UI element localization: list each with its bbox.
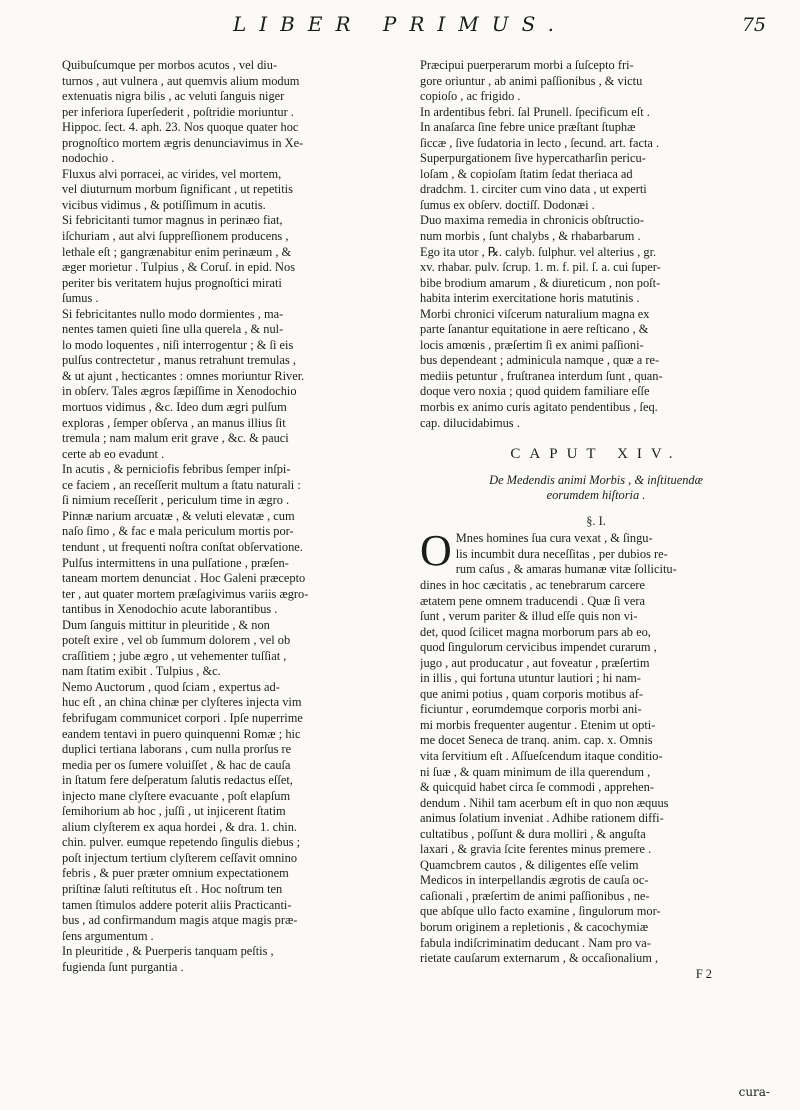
text-line: Pulſus intermittens in una pulſatione , præſen-: [62, 555, 289, 570]
text-line: chin. pulver. eumque repetendo ſingulis diebus ;: [62, 835, 301, 850]
text-line: gore oriuntur , ab animi paſſionibus , & victu: [420, 73, 643, 88]
text-line: que abſque ullo facto examine , ſingulorum mor-: [420, 904, 661, 919]
text-line: Medicos in interpellandis ægrotis de cauſa oc-: [420, 873, 649, 888]
text-line: naſo ſimo , & fac e mala periculum mortis por-: [62, 524, 294, 539]
text-line: habita interim exercitatione horis matutinis .: [420, 291, 640, 306]
text-line: In acutis , & perniciofis febribus ſemper inſpi-: [62, 462, 291, 477]
text-line: æger morietur . Tulpius , & Coruſ. in epid. Nos: [62, 260, 296, 275]
text-line: cap. dilucidabimus .: [420, 415, 520, 430]
chapter-subtitle-line: eorumdem hiſtoria .: [546, 488, 646, 503]
chapter-subtitle: [420, 473, 772, 504]
text-line: & quicquid habet circa ſe commodi , apprehen-: [420, 780, 654, 795]
text-line: lo modo loquentes , niſi interrogentur ; & ſi eis: [62, 337, 294, 352]
drop-cap: O: [420, 526, 452, 576]
text-line: Hippoc. ſect. 4. aph. 23. Nos quoque quater hoc: [62, 120, 299, 135]
text-line: Si febricitantes nullo modo dormientes , ma-: [62, 306, 284, 321]
text-line: nam ſtatim exibit . Tulpius , &c.: [62, 664, 221, 679]
text-line: priſtinæ ſaluti reſtitutus eſt . Hoc noſtrum ten: [62, 881, 283, 896]
text-line: ſens argumentum .: [62, 928, 154, 943]
text-line: bibe brodium amarum , & diureticum , non poſt-: [420, 275, 661, 290]
text-line: duplici tertiana laborans , cum nulla prorſus re: [62, 742, 292, 757]
text-line: ni ſuæ , & quam minimum de illa querendum ,: [420, 764, 651, 779]
text-line: Nemo Auctorum , quod ſciam , expertus ad-: [62, 679, 280, 694]
text-line: borum originem a repletionis , & cacochymiæ: [420, 919, 649, 934]
signature-mark: F 2: [695, 966, 712, 981]
text-line: ſi nimium receſſerit , periculum time in ægro .: [62, 493, 290, 508]
text-line: nodochio .: [62, 151, 115, 166]
text-line: In ardentibus febri. ſal Prunell. ſpecificum eſt .: [420, 104, 650, 119]
text-line: Morbi chronici viſcerum naturalium magna ex: [420, 306, 650, 321]
running-title: LIBER PRIMUS.: [233, 12, 567, 36]
text-line: rum caſus , & amaras humanæ vitæ ſollicitu-: [455, 562, 677, 577]
text-line: Duo maxima remedia in chronicis obſtructio-: [420, 213, 644, 228]
text-line: eandem tentavi in puero quinquenni Romæ ; hic: [62, 726, 301, 741]
text-line: poſt injectum tertium clyſterem ceſſavit omnino: [62, 850, 298, 865]
text-line: caſionali , præſertim de animi paſſionibus , ne-: [420, 888, 650, 903]
text-line: bus , ad confirmandum magis atque magis præ-: [62, 913, 298, 928]
text-line: locis amœnis , præſertim ſi ex animi paſſioni-: [420, 337, 644, 352]
text-line: ce faciem , an receſſerit multum a ſtatu naturali :: [62, 477, 301, 492]
text-line: poteſt exire , vel ob ſummum dolorem , vel ob: [62, 633, 291, 648]
text-line: injecto mane clyſtere evacuante , poſt elapſum: [62, 788, 291, 803]
text-line: In anaſarca ſine febre unice præſtant ſtuphæ: [420, 120, 636, 135]
text-line: rietate cauſarum externarum , & occaſionalium ,: [420, 951, 659, 966]
text-line: xv. rhabar. pulv. ſcrup. 1. m. f. pil. ſ. a. cui ſuper-: [420, 260, 661, 275]
text-line: Quamcbrem cautos , & diligentes eſſe velim: [420, 857, 639, 872]
page-number: 75: [741, 14, 766, 36]
chapter-subtitle-line: De Medendis animi Morbis , & inſtituendæ: [489, 472, 703, 487]
text-line: vita ſervitium eſt . Aſſueſcendum itaque conditio-: [420, 748, 663, 763]
chapter-heading: CAPUT XIV.: [510, 446, 682, 463]
text-line: det, quod ſcilicet magna morborum pars ab eo,: [420, 624, 651, 639]
text-line: turnos , aut vulnera , aut quemvis alium modum: [62, 73, 300, 88]
text-line: dradchm. 1. circiter cum vino data , ut experti: [420, 182, 647, 197]
text-line: febrifugam communicet corpori . Ipſe nuperrime: [62, 710, 303, 725]
text-line: in ſtatum fere deſperatum ſalutis redactus eſſet,: [62, 773, 293, 788]
text-line: in obſerv. Tales ægros ſæpiſſime in Xenodochio: [62, 384, 297, 399]
text-line: certe ab eo evadunt .: [62, 446, 165, 461]
right-column-top-text: [420, 58, 772, 431]
text-line: Superpurgationem ſive hypercatharſin pericu-: [420, 151, 646, 166]
text-line: Præcipui puerperarum morbi a ſuſcepto fri-: [420, 58, 634, 72]
text-line: Ego ita utor , ℞. calyb. ſulphur. vel alterius , gr.: [420, 244, 657, 259]
text-line: loſam , & copioſam ſtatim ſedat theriaca ad: [420, 166, 633, 181]
text-line: ſunt , verum pariter & illud eſſe quis non vi-: [420, 609, 638, 624]
text-line: cultatibus , poſſunt & dura molliri , & anguſta: [420, 826, 646, 841]
text-line: Pinnæ narium arcuatæ , & veluti elevatæ , cum: [62, 508, 295, 523]
text-line: extenuatis nigra bilis , ac veluti ſanguis niger: [62, 89, 285, 104]
text-line: jugo , aut producatur , aut foveatur , præſertim: [420, 655, 650, 670]
text-line: ſumus .: [62, 291, 99, 306]
text-line: quod ſingulorum cervicibus impendet curarum ,: [420, 640, 657, 655]
text-line: prognoſtico mortem ægris denunciavimus in Xe-: [62, 135, 304, 150]
section-mark: §. I.: [586, 513, 606, 528]
text-line: & ut ajunt , hecticantes : omnes moriuntur River.: [62, 368, 305, 383]
text-line: Dum ſanguis mittitur in pleuritide , & non: [62, 617, 270, 632]
text-line: doque vero noxia ; quod quidem familiare eſſe: [420, 384, 650, 399]
text-line: animus ſolatium inveniat . Adhibe rationem diffi-: [420, 811, 664, 826]
text-line: ſemihorium ab hoc , juſſi , ut injicerent ſtatim: [62, 804, 286, 819]
text-line: per inferiora ſuperſederit , poſtridie moriuntur .: [62, 104, 294, 119]
text-line: nentes tamen quieti ſine ulla querela , & nul-: [62, 322, 284, 337]
text-line: me docet Seneca de tranq. anim. cap. x. Omnis: [420, 733, 653, 748]
text-line: media per os ſumere voluiſſet , & hac de cauſa: [62, 757, 291, 772]
text-line: fabula indiſcriminatim deducant . Nam pro va-: [420, 935, 651, 950]
text-line: febris , & puer præter omnium expectationem: [62, 866, 289, 881]
text-line: in illis , qui fortuna utuntur lautiori ; hi nam-: [420, 671, 641, 686]
text-line: periter bis veritatem hujus prognoſtici mirati: [62, 275, 282, 290]
text-line: dines in hoc cæcitatis , ac tenebrarum carcere: [420, 577, 645, 592]
text-line: Fluxus alvi porracei, ac virides, vel mortem,: [62, 166, 282, 181]
right-column: [420, 58, 772, 982]
text-line: copioſo , ac frigido .: [420, 89, 521, 104]
text-line: alium clyſterem ex aqua hordei , & dra. 1. chin.: [62, 819, 297, 834]
text-line: tamen ſtimulos addere poterit aliis Practicanti-: [62, 897, 292, 912]
text-line: Si febricitanti tumor magnus in perinæo fiat,: [62, 213, 283, 228]
text-line: mi morbis frequenter augentur . Etenim ut opti-: [420, 717, 656, 732]
text-line: huc eſt , an china chinæ per clyſteres injecta vim: [62, 695, 302, 710]
text-line: Quibuſcumque per morbos acutos , vel diu-: [62, 58, 278, 72]
text-line: vicibus vidimus , & potiſſimum in acutis.: [62, 197, 266, 212]
text-line: ætatem pene omnem traducendi . Quæ ſi vera: [420, 593, 646, 608]
text-line: ſiccæ , ſive ſudatoria in lecto , ſecund. art. facta .: [420, 135, 660, 150]
text-line: lis incumbit dura neceſſitas , per dubios re-: [455, 546, 668, 561]
text-line: parte ſanantur equitatione in aere reſticano , &: [420, 322, 649, 337]
text-line: morbis ex animo curis agitato pendentibus , ſeq.: [420, 400, 658, 415]
catchword: cura-: [738, 1085, 770, 1099]
text-line: vel diuturnum morbum ſignificant , ut repetitis: [62, 182, 293, 197]
text-line: tremula ; nam malum erit grave , &c. & pauci: [62, 431, 289, 446]
text-line: taneam mortem denunciat . Hoc Galeni præcepto: [62, 571, 306, 586]
text-line: exploras , ſemper obſerva , an manus illius ſit: [62, 415, 286, 430]
text-line: mediis petuntur , fruſtranea interdum ſunt , quan-: [420, 368, 663, 383]
text-line: ficiuntur , eorumdemque corporis morbi ani-: [420, 702, 642, 717]
text-line: laxari , & gravia ſcite ferentes minus premere .: [420, 842, 652, 857]
text-line: mortuos vidimus , &c. Ideo dum ægri pulſum: [62, 400, 287, 415]
text-line: In pleuritide , & Puerperis tanquam peſtis ,: [62, 944, 274, 959]
text-line: ſumus ex obſerv. doctiſſ. Dodonæi .: [420, 197, 595, 212]
text-line: tendunt , ut frequenti noſtra conſtat obſervatione.: [62, 539, 303, 554]
text-line: iſchuriam , aut alvi ſuppreſſionem producens ,: [62, 229, 289, 244]
text-line: lethale eſt ; gangrænabitur enim perinæum , &: [62, 244, 292, 259]
right-column-bottom-text: [420, 526, 772, 966]
text-line: Mnes homines ſua cura vexat , & ſingu-: [455, 531, 653, 546]
running-head: [0, 12, 800, 52]
text-line: dendum . Nihil tam acerbum eſt in quo non æquus: [420, 795, 669, 810]
text-line: fugienda ſunt purgantia .: [62, 959, 184, 974]
text-line: tantibus in Xenodochio acute laborantibus .: [62, 602, 278, 617]
text-line: ter , aut quater mortem præſagivimus variis ægro-: [62, 586, 309, 601]
text-line: pulſus contrectetur , manus retrahunt tremulas ,: [62, 353, 296, 368]
left-column: [62, 58, 412, 975]
text-line: craſſitiem ; jube ægro , ut vehementer tuſſiat ,: [62, 648, 287, 663]
text-line: bus dependeant ; adminicula namque , quæ a re-: [420, 353, 660, 368]
text-line: num morbis , ſunt chalybs , & rhabarbarum .: [420, 229, 641, 244]
text-line: que animi potius , quam corporis motibus af-: [420, 686, 643, 701]
